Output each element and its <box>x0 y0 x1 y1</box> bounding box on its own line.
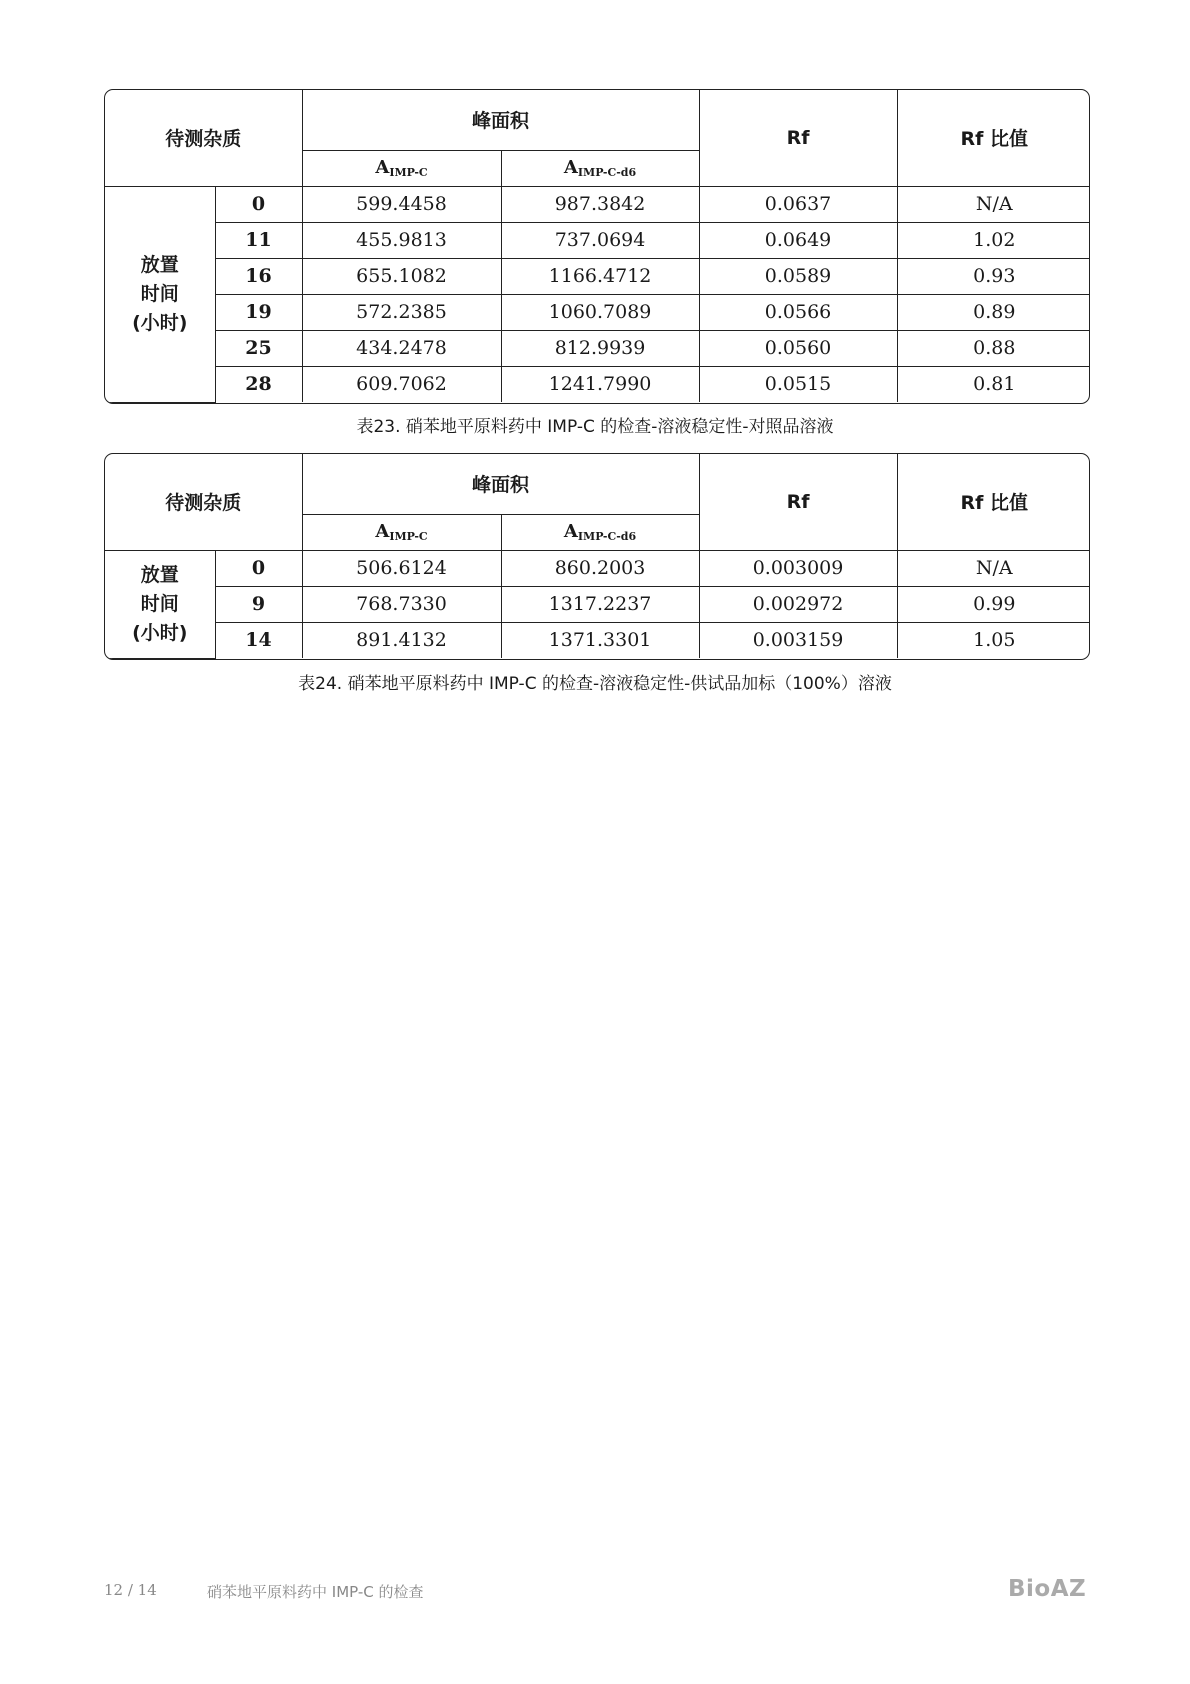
table-row <box>105 330 1090 366</box>
rf-cell: 0.0560 <box>699 330 897 366</box>
hour-cell: 25 <box>215 330 302 366</box>
rf-cell: 0.0637 <box>699 186 897 222</box>
a-main-cell: 655.1082 <box>302 258 501 294</box>
a-main-cell: 599.4458 <box>302 186 501 222</box>
table-row <box>105 222 1090 258</box>
table-row <box>105 550 1090 586</box>
ratio-cell: N/A <box>897 550 1090 586</box>
rf-cell: 0.002972 <box>699 586 897 622</box>
table-row <box>105 294 1090 330</box>
header-a-main: $A_{IMP-C}$ <box>302 150 501 186</box>
table-24-caption: 表24. 硝苯地平原料药中 IMP-C 的检查-溶液稳定性-供试品加标（100%）溶液 <box>298 674 892 694</box>
header-peak-area: 峰面积 <box>302 90 699 150</box>
rf-cell: 0.003159 <box>699 622 897 658</box>
a-is-cell: 987.3842 <box>501 186 699 222</box>
rf-cell: 0.0515 <box>699 366 897 402</box>
rf-cell: 0.0589 <box>699 258 897 294</box>
ratio-cell: 1.05 <box>897 622 1090 658</box>
header-a-is: $A_{IMP-C-d6}$ <box>501 514 699 550</box>
header-impurity: 待测杂质 <box>105 454 302 550</box>
hour-cell: 28 <box>215 366 302 402</box>
hour-cell: 0 <box>215 550 302 586</box>
a-is-cell: 1166.4712 <box>501 258 699 294</box>
table-23-caption: 表23. 硝苯地平原料药中 IMP-C 的检查-溶液稳定性-对照品溶液 <box>356 417 834 437</box>
a-main-cell: 768.7330 <box>302 586 501 622</box>
a-is-cell: 860.2003 <box>501 550 699 586</box>
header-impurity: 待测杂质 <box>105 90 302 186</box>
rf-cell: 0.0566 <box>699 294 897 330</box>
ratio-cell: 0.99 <box>897 586 1090 622</box>
a-is-cell: 812.9939 <box>501 330 699 366</box>
a-is-cell: 737.0694 <box>501 222 699 258</box>
header-rf: Rf <box>699 454 897 550</box>
brand-logo: BioAZ <box>1008 1576 1087 1602</box>
group-label: 放置 时间 (小时) <box>105 186 215 402</box>
hour-cell: 9 <box>215 586 302 622</box>
a-main-cell: 891.4132 <box>302 622 501 658</box>
ratio-cell: 0.89 <box>897 294 1090 330</box>
table-row <box>105 366 1090 402</box>
table-row <box>105 258 1090 294</box>
hour-cell: 19 <box>215 294 302 330</box>
ratio-cell: 1.02 <box>897 222 1090 258</box>
ratio-cell: 0.93 <box>897 258 1090 294</box>
a-main-cell: 572.2385 <box>302 294 501 330</box>
header-a-main: $A_{IMP-C}$ <box>302 514 501 550</box>
ratio-cell: 0.88 <box>897 330 1090 366</box>
header-a-is: $A_{IMP-C-d6}$ <box>501 150 699 186</box>
rf-cell: 0.003009 <box>699 550 897 586</box>
a-main-cell: 434.2478 <box>302 330 501 366</box>
header-rf-ratio: Rf 比值 <box>897 454 1090 550</box>
table-row <box>105 186 1090 222</box>
table-24 <box>104 453 1090 660</box>
table-23 <box>104 89 1090 404</box>
group-label: 放置 时间 (小时) <box>105 550 215 658</box>
table-row <box>105 586 1090 622</box>
a-is-cell: 1060.7089 <box>501 294 699 330</box>
header-rf: Rf <box>699 90 897 186</box>
a-is-cell: 1371.3301 <box>501 622 699 658</box>
ratio-cell: N/A <box>897 186 1090 222</box>
page-number: 12 / 14 <box>104 1581 157 1599</box>
footer-title: 硝苯地平原料药中 IMP-C 的检查 <box>207 1583 424 1601</box>
header-rf-ratio: Rf 比值 <box>897 90 1090 186</box>
a-main-cell: 455.9813 <box>302 222 501 258</box>
header-peak-area: 峰面积 <box>302 454 699 514</box>
a-main-cell: 506.6124 <box>302 550 501 586</box>
a-main-cell: 609.7062 <box>302 366 501 402</box>
ratio-cell: 0.81 <box>897 366 1090 402</box>
hour-cell: 11 <box>215 222 302 258</box>
hour-cell: 14 <box>215 622 302 658</box>
a-is-cell: 1241.7990 <box>501 366 699 402</box>
hour-cell: 0 <box>215 186 302 222</box>
hour-cell: 16 <box>215 258 302 294</box>
table-row <box>105 622 1090 658</box>
rf-cell: 0.0649 <box>699 222 897 258</box>
a-is-cell: 1317.2237 <box>501 586 699 622</box>
